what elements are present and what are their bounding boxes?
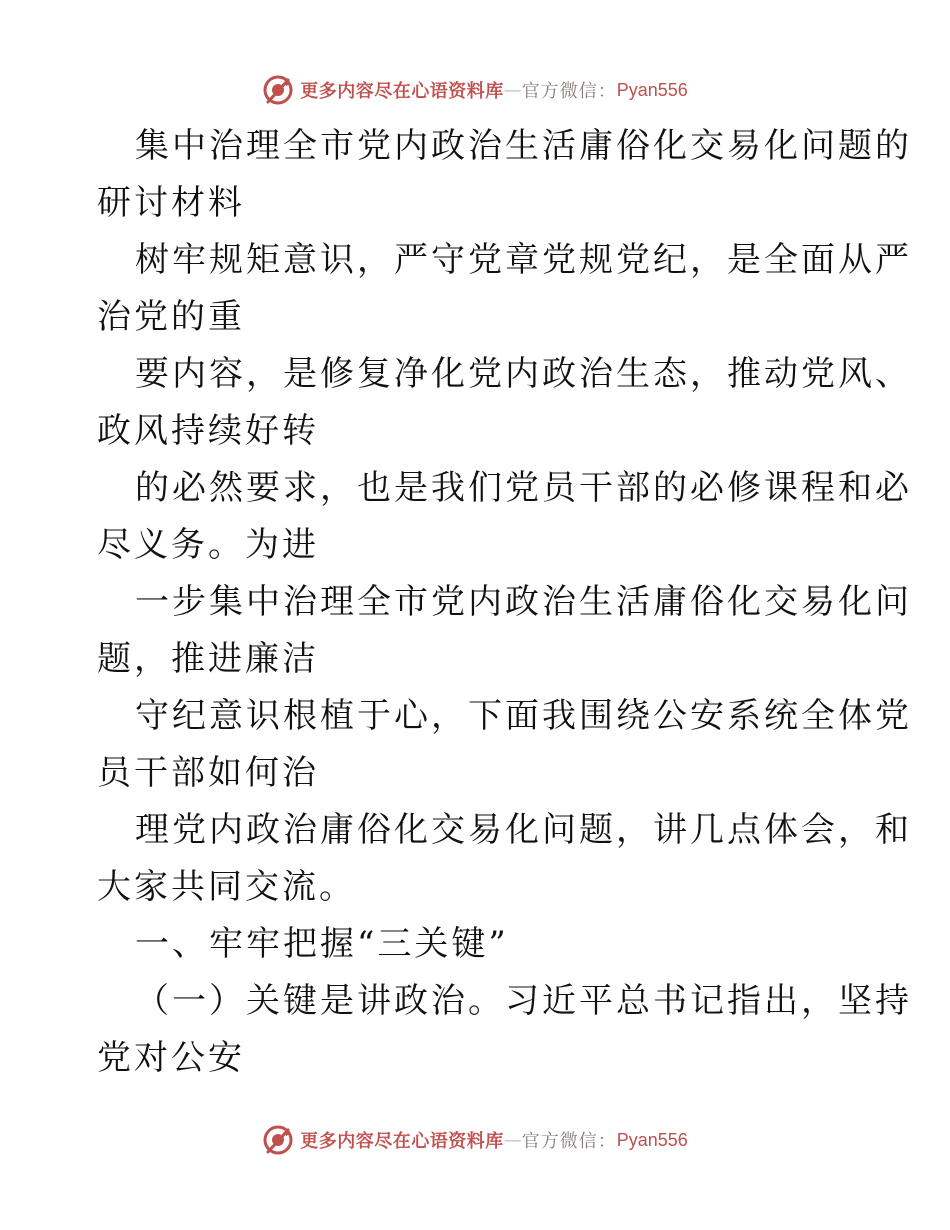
watermark-brand: 更多内容尽在心语资料库 (300, 81, 504, 102)
text-line: 一步集中治理全市党内政治生活庸俗化交易化问 (135, 582, 912, 622)
text-line: 理党内政治庸俗化交易化问题，讲几点体会，和 (135, 810, 912, 850)
watermark-official-label: 官方微信： (521, 81, 617, 102)
document-body (97, 118, 912, 1087)
section-heading: 一、牢牢把握“三关键” (135, 924, 509, 964)
watermark-account: Pyan556 (616, 79, 688, 100)
quill-seal-icon (262, 74, 294, 106)
watermark-dash: — (503, 79, 522, 101)
watermark-dash: — (503, 1129, 522, 1151)
text-line: 政风持续好转 (97, 411, 319, 451)
text-line: 守纪意识根植于心，下面我围绕公安系统全体党 (135, 696, 912, 736)
text-line: 大家共同交流。 (97, 867, 356, 907)
text-line: 员干部如何治 (97, 753, 319, 793)
watermark-brand: 更多内容尽在心语资料库 (300, 1131, 504, 1152)
text-line: 题，推进廉洁 (97, 639, 319, 679)
watermark-account: Pyan556 (616, 1129, 688, 1150)
watermark-header (0, 70, 950, 110)
watermark-footer (0, 1120, 950, 1160)
text-line: 要内容，是修复净化党内政治生态，推动党风、 (135, 354, 912, 394)
text-line: 尽义务。为进 (97, 525, 319, 565)
text-line: 树牢规矩意识，严守党章党规党纪，是全面从严 (135, 240, 912, 280)
text-line: 研讨材料 (97, 183, 245, 223)
text-line: 党对公安 (97, 1038, 245, 1078)
subsection-heading: （一）关键是讲政治。习近平总书记指出，坚持 (135, 981, 912, 1021)
text-line: 治党的重 (97, 297, 245, 337)
watermark-official-label: 官方微信： (521, 1131, 617, 1152)
text-line: 集中治理全市党内政治生活庸俗化交易化问题的 (135, 126, 912, 166)
quill-seal-icon (262, 1124, 294, 1156)
text-line: 的必然要求，也是我们党员干部的必修课程和必 (135, 468, 912, 508)
